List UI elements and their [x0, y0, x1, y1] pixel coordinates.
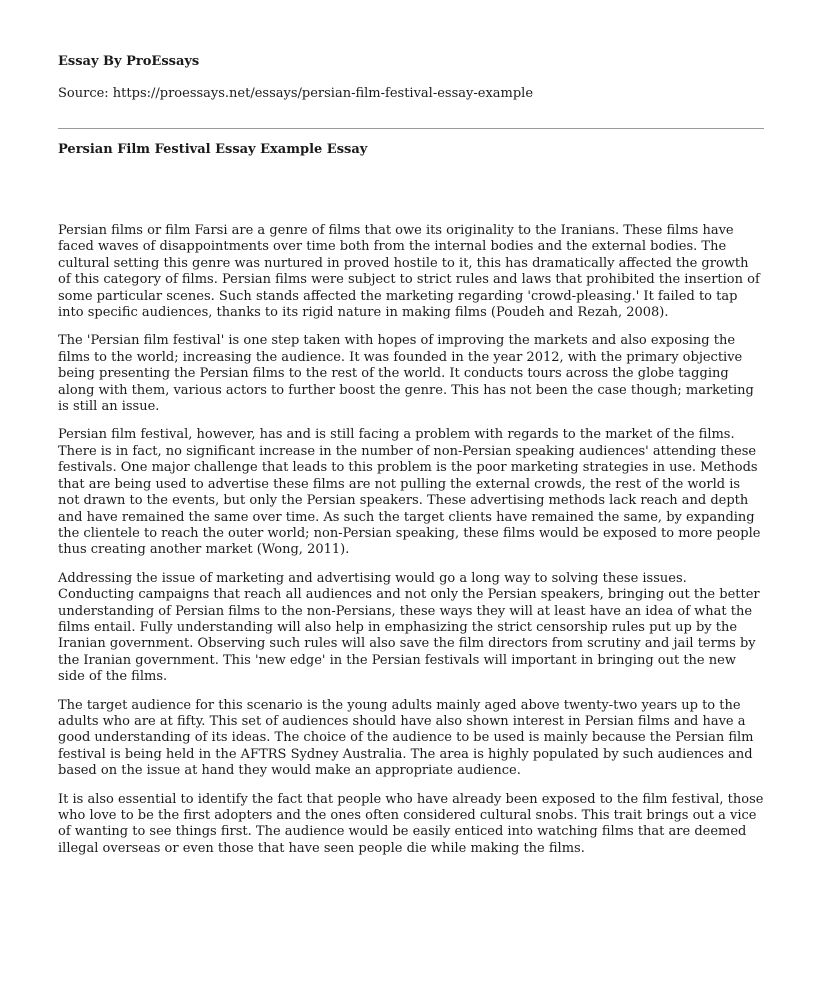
- header-divider: [58, 128, 764, 129]
- paragraph: The 'Persian film festival' is one step taken with hopes of improving the markets and also exposing the films to the world; increasing the audience. It was founded in the year 2012, with the primary objective being presenting the Persian films to the rest of the world. It conducts tours across the globe tagging along with them, various actors to further boost the genre. This has not been the case though; marketing is still an issue.: [58, 333, 754, 415]
- paragraph: Persian films or film Farsi are a genre of films that owe its originality to the Iranians. These films have faced waves of disappointments over time both from the internal bodies and the external bodies. The cultural setting this genre was nurtured in proved hostile to it, this has dramatically affected the growth of this category of films. Persian films were subject to strict rules and laws that prohibited the insertion of some particular scenes. Such stands affected the marketing regarding 'crowd-pleasing.' It failed to tap into specific audiences, thanks to its rigid nature in making films (Poudeh and Rezah, 2008).: [58, 223, 760, 321]
- paragraph: The target audience for this scenario is the young adults mainly aged above twenty-two years up to the adults who are at fifty. This set of audiences should have also shown interest in Persian films and have a good understanding of its ideas. The choice of the audience to be used is mainly because the Persian film festival is being held in the AFTRS Sydney Australia. The area is highly populated by such audiences and based on the issue at hand they would make an appropriate audience.: [58, 697, 754, 779]
- brand-heading: Essay By ProEssays: [58, 54, 200, 69]
- paragraph: It is also essential to identify the fact that people who have already been exposed to the film festival, those who love to be the first adopters and the ones often considered cultural snobs. This trait brings out a vice of wanting to see things first. The audience would be easily enticed into watching films that are deemed illegal overseas or even those that have seen people die while making the films.: [58, 791, 764, 856]
- essay-body: [58, 223, 764, 869]
- source-line: Source: https://proessays.net/essays/persian-film-festival-essay-example: [58, 86, 534, 101]
- paragraph: Persian film festival, however, has and is still facing a problem with regards to the market of the films. There is in fact, no significant increase in the number of non-Persian speaking audiences' attending these festivals. One major challenge that leads to this problem is the poor marketing strategies in use. Methods that are being used to advertise these films are not pulling the external crowds, the rest of the world is not drawn to the events, but only the Persian speakers. These advertising methods lack reach and depth and have remained the same over time. As such the target clients have remained the same, by expanding the clientele to reach the outer world; non-Persian speaking, these films would be exposed to more people thus creating another market (Wong, 2011).: [58, 427, 761, 558]
- paragraph: Addressing the issue of marketing and advertising would go a long way to solving these issues. Conducting campaigns that reach all audiences and not only the Persian speakers, bringing out the better understanding of Persian films to the non-Persians, these ways they will at least have an idea of what the films entail. Fully understanding will also help in emphasizing the strict censorship rules put up by the Iranian government. Observing such rules will also save the film directors from scrutiny and jail terms by the Iranian government. This 'new edge' in the Persian festivals will important in bringing out the new side of the films.: [58, 570, 760, 685]
- essay-title: Persian Film Festival Essay Example Essay: [58, 142, 368, 157]
